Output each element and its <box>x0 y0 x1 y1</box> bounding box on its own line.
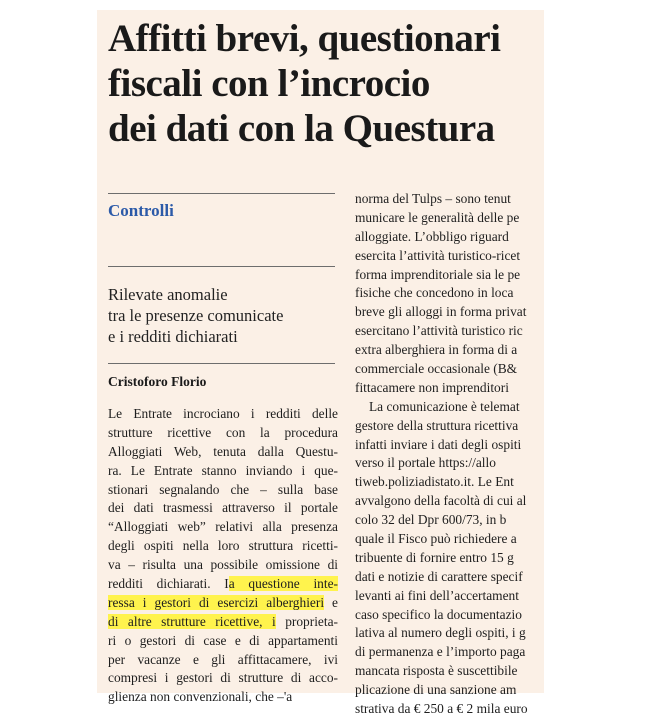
body-line: commerciale occasionale (B& <box>355 361 518 377</box>
body-text: dei dati trasmessi attraverso il portale <box>108 500 338 516</box>
body-line <box>108 651 338 670</box>
body-line <box>108 556 338 575</box>
body-line <box>108 594 338 613</box>
highlighted-text: a questione inte- <box>228 576 338 592</box>
body-text: glienza non convenzionali, che –'a <box>108 689 293 705</box>
body-line <box>108 481 338 500</box>
body-text: redditi dichiarati. I <box>108 576 229 592</box>
body-text: stionari segnalando che – sulla base <box>108 481 338 497</box>
body-column-right <box>355 190 555 719</box>
summary-line: tra le presenze comunicate <box>108 306 284 325</box>
summary-line: e i redditi dichiarati <box>108 327 238 346</box>
body-line: colo 32 del Dpr 600/73, in b <box>355 512 507 528</box>
body-line: levanti ai fini dell’accertament <box>355 587 519 603</box>
body-line: municare le generalità delle pe <box>355 209 520 225</box>
body-line <box>108 669 338 688</box>
highlighted-text: di altre strutture ricettive, i <box>108 613 276 629</box>
section-tag: Controlli <box>108 201 174 220</box>
body-line: extra alberghiera in forma di a <box>355 342 518 358</box>
headline-line: fiscali con l’incrocio <box>108 62 430 105</box>
body-line <box>108 518 338 537</box>
body-line: caso specifico la documentazio <box>355 606 522 622</box>
body-text: “Alloggiati web” relativi alla presenza <box>108 519 338 535</box>
body-line: gestore della struttura ricettiva <box>355 417 519 433</box>
body-line <box>108 632 338 651</box>
body-line: lativa al numero degli ospiti, i g <box>355 625 526 641</box>
headline <box>108 16 548 151</box>
headline-line: Affitti brevi, questionari <box>108 17 501 60</box>
body-line <box>108 537 338 556</box>
body-text: Alloggiati Web, tenuta dalla Questu- <box>108 443 338 459</box>
body-line <box>108 688 338 707</box>
body-line <box>108 613 338 632</box>
body-text: ra. Le Entrate stanno inviando i que- <box>108 462 338 478</box>
body-text: per vacanze e gli affittacamere, ivi <box>108 651 338 667</box>
body-line <box>108 462 338 481</box>
body-line: tribuente di fornire entro 15 g <box>355 549 514 565</box>
body-line: infatti inviare i dati degli ospiti <box>355 436 522 452</box>
article-clipping <box>97 10 544 717</box>
body-line: breve gli alloggi in forma privat <box>355 304 527 320</box>
divider <box>108 193 335 194</box>
body-line <box>108 575 338 594</box>
body-line: strativa da € 250 a € 2 mila euro <box>355 701 528 717</box>
body-line: avvalgono della facoltà di cui al <box>355 493 527 509</box>
body-text: proprieta- <box>275 613 338 629</box>
body-line <box>108 499 338 518</box>
summary <box>108 284 333 347</box>
body-line: dati e notizie di carattere specif <box>355 568 523 584</box>
highlighted-text: ressa i gestori di esercizi alberghieri <box>108 594 325 610</box>
body-line <box>108 424 338 443</box>
divider <box>108 363 335 364</box>
body-text: va – risulta una possibile omissione di <box>108 557 338 573</box>
body-line: fisiche che concedono in loca <box>355 285 514 301</box>
headline-line: dei dati con la Questura <box>108 107 495 150</box>
body-line: forma imprenditoriale sia le pe <box>355 266 521 282</box>
body-text: e <box>324 594 338 610</box>
body-text: compresi i gestori di strutture di acco- <box>108 670 338 686</box>
body-line: fittacamere non imprenditori <box>355 379 509 395</box>
body-text: strutture ricettive con la procedura <box>108 424 338 440</box>
body-line <box>108 405 338 424</box>
divider <box>108 266 335 267</box>
body-line: mancata risposta è suscettibile <box>355 663 518 679</box>
body-line: alloggiate. L’obbligo riguard <box>355 228 509 244</box>
body-column-left <box>108 405 338 707</box>
body-line: verso il portale https://allo <box>355 455 496 471</box>
author-byline: Cristoforo Florio <box>108 374 207 389</box>
body-line: quale il Fisco può richiedere a <box>355 531 517 547</box>
body-text: degli ospiti nella loro struttura ricetti- <box>108 538 338 554</box>
body-line: esercitano l’attività turistico ric <box>355 323 523 339</box>
body-line: di permanenza e l’importo paga <box>355 644 526 660</box>
body-line: norma del Tulps – sono tenut <box>355 191 511 206</box>
body-line: plicazione di una sanzione am <box>355 682 517 698</box>
summary-line: Rilevate anomalie <box>108 285 228 304</box>
body-text: Le Entrate incrociano i redditi delle <box>108 406 338 421</box>
body-line: La comunicazione è telemat <box>369 398 520 414</box>
body-line: tiweb.poliziadistato.it. Le Ent <box>355 474 514 490</box>
body-line: esercita l’attività turistico-ricet <box>355 247 521 263</box>
body-line <box>108 443 338 462</box>
body-text: ri o gestori di case e di appartamenti <box>108 632 338 648</box>
